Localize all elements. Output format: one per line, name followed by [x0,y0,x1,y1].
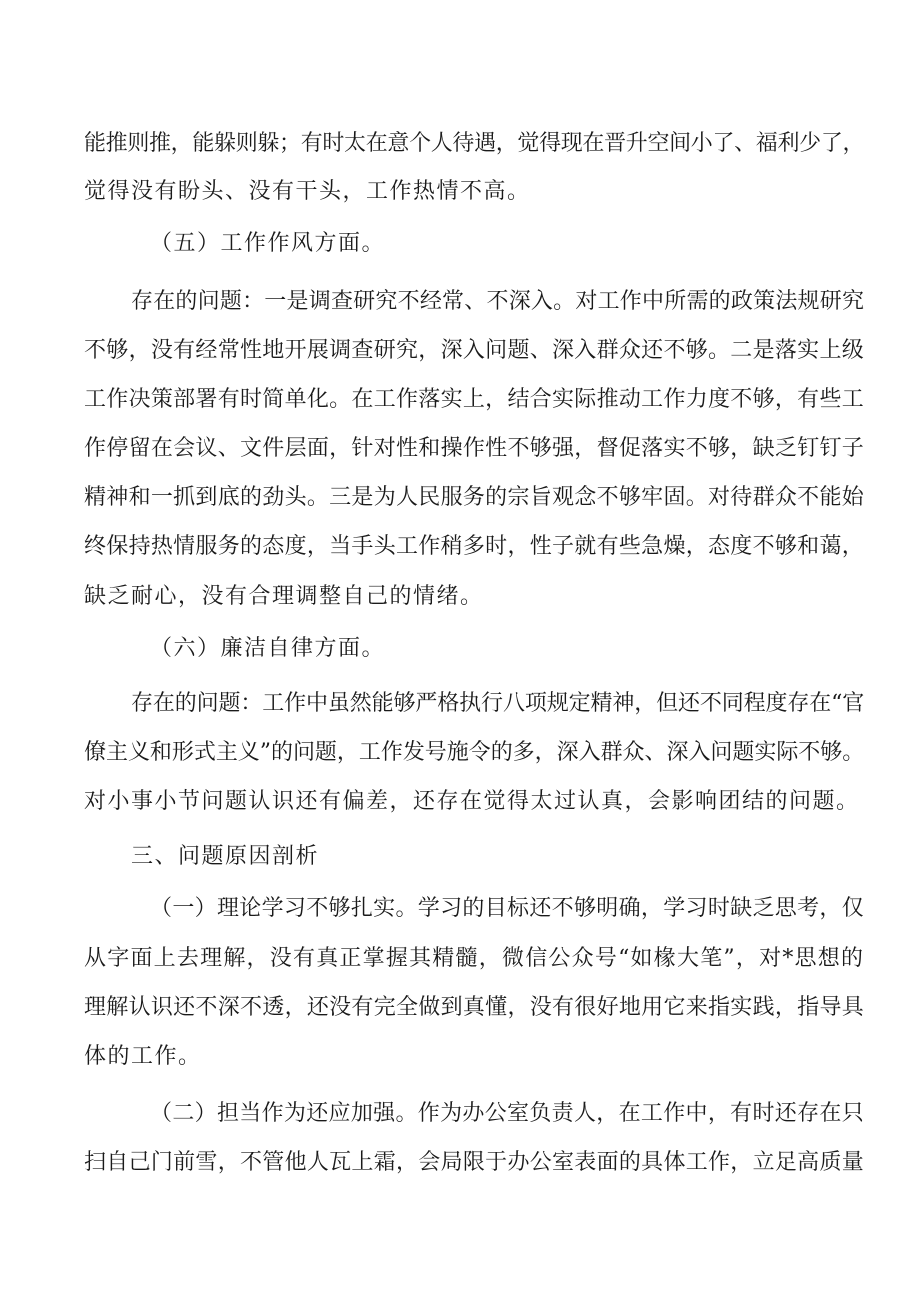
paragraph-line: 扫自己门前雪，不管他人瓦上霜，会局限于办公室表面的具体工作，立足高质量 [84,1150,864,1175]
paragraph-line: 存在的问题：工作中虽然能够严格执行八项规定精神，但还不同程度存在“官 [131,691,864,716]
paragraph-line: 缺乏耐心，没有合理调整自己的情绪。 [84,584,484,609]
paragraph-line: 存在的问题：一是调查研究不经常、不深入。对工作中所需的政策法规研究 [131,289,864,314]
paragraph-line: 作停留在会议、文件层面，针对性和操作性不够强，督促落实不够，缺乏钉钉子 [84,436,864,461]
paragraph-line: 体的工作。 [84,1044,202,1069]
paragraph-line: 能推则推，能躲则躲；有时太在意个人待遇，觉得现在晋升空间小了、福利少了， [84,131,864,156]
section-heading-5: （五）工作作风方面。 [150,231,386,256]
section-heading-3: 三、问题原因剖析 [131,844,320,869]
paragraph-line: （一）理论学习不够扎实。学习的目标还不够明确，学习时缺乏思考，仅 [150,896,864,921]
paragraph-line: 从字面上去理解，没有真正掌握其精髓，微信公众号“如椽大笔”，对*思想的 [84,946,864,971]
paragraph-line: 不够，没有经常性地开展调查研究，深入问题、深入群众还不够。二是落实上级 [84,338,864,363]
paragraph-line: 觉得没有盼头、没有干头，工作热情不高。 [84,179,531,204]
paragraph-line: 工作决策部署有时简单化。在工作落实上，结合实际推动工作力度不够，有些工 [84,387,864,412]
paragraph-line: 僚主义和形式主义”的问题，工作发号施令的多，深入群众、深入问题实际不够。 [84,740,864,765]
paragraph-line: 理解认识还不深不透，还没有完全做到真懂，没有很好地用它来指实践，指导具 [84,995,864,1020]
paragraph-line: （二）担当作为还应加强。作为办公室负责人，在工作中，有时还存在只 [150,1101,864,1126]
paragraph-line: 终保持热情服务的态度，当手头工作稍多时，性子就有些急燥，态度不够和蔼， [84,534,864,559]
section-heading-6: （六）廉洁自律方面。 [150,636,386,661]
paragraph-line: 精神和一抓到底的劲头。三是为人民服务的宗旨观念不够牢固。对待群众不能始 [84,485,864,510]
paragraph-line: 对小事小节问题认识还有偏差，还存在觉得太过认真，会影响团结的问题。 [84,789,860,814]
